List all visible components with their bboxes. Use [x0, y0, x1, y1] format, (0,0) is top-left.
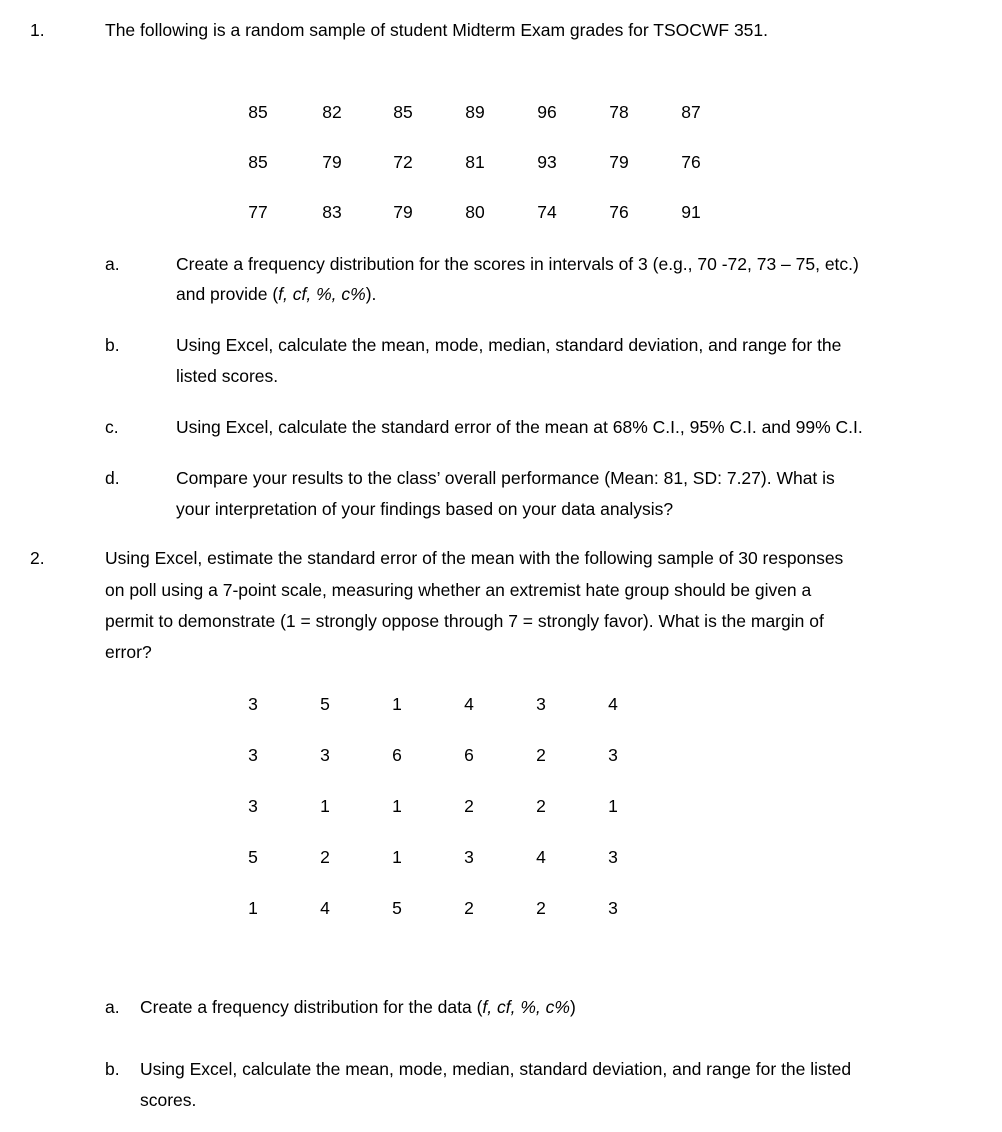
item-label: b. — [105, 1059, 120, 1079]
question-intro: The following is a random sample of student Midterm Exam grades for TSOCWF 351. — [105, 20, 769, 40]
item-label: a. — [105, 254, 120, 274]
table-cell: 89 — [465, 102, 485, 122]
table-cell: 1 — [392, 847, 402, 867]
item-text: Create a frequency distribution for the scores in intervals of 3 (e.g., 70 -72, 73 – 75, etc.) — [176, 254, 859, 274]
item-text: scores. — [140, 1090, 197, 1110]
question-number: 1. — [30, 20, 45, 40]
item-text: your interpretation of your findings based on your data analysis? — [176, 499, 674, 519]
table-cell: 79 — [393, 202, 413, 222]
question-text: on poll using a 7-point scale, measuring whether an extremist hate group should be given a — [105, 580, 812, 600]
item-text: listed scores. — [176, 366, 279, 386]
item-text: Using Excel, calculate the mean, mode, median, standard deviation, and range for the — [176, 335, 842, 355]
table-cell: 2 — [464, 796, 474, 816]
table-cell: 1 — [392, 694, 402, 714]
table-cell: 3 — [248, 745, 258, 765]
item-text: and provide (f, cf, %, c%). — [176, 284, 377, 304]
table-cell: 1 — [608, 796, 618, 816]
table-cell: 3 — [320, 745, 330, 765]
table-cell: 6 — [464, 745, 474, 765]
item-label: d. — [105, 468, 120, 488]
table-cell: 3 — [248, 694, 258, 714]
table-cell: 5 — [392, 898, 402, 918]
table-cell: 4 — [464, 694, 474, 714]
table-cell: 82 — [322, 102, 342, 122]
table-cell: 3 — [536, 694, 546, 714]
table-cell: 4 — [608, 694, 618, 714]
table-cell: 3 — [464, 847, 474, 867]
table-cell: 72 — [393, 152, 413, 172]
table-cell: 76 — [681, 152, 701, 172]
question-text: error? — [105, 642, 152, 662]
table-cell: 93 — [537, 152, 557, 172]
table-cell: 83 — [322, 202, 342, 222]
table-cell: 85 — [248, 152, 268, 172]
table-cell: 78 — [609, 102, 629, 122]
table-cell: 96 — [537, 102, 557, 122]
item-text: Compare your results to the class’ overall performance (Mean: 81, SD: 7.27). What is — [176, 468, 835, 488]
table-cell: 4 — [536, 847, 546, 867]
table-cell: 85 — [393, 102, 413, 122]
table-cell: 2 — [320, 847, 330, 867]
table-cell: 2 — [536, 796, 546, 816]
table-cell: 2 — [536, 898, 546, 918]
item-label: b. — [105, 335, 120, 355]
table-cell: 5 — [320, 694, 330, 714]
table-cell: 1 — [392, 796, 402, 816]
question-text: Using Excel, estimate the standard error of the mean with the following sample of 30 responses — [105, 548, 844, 568]
table-cell: 3 — [608, 847, 618, 867]
item-text: Using Excel, calculate the standard error of the mean at 68% C.I., 95% C.I. and 99% C.I. — [176, 417, 863, 437]
table-cell: 87 — [681, 102, 701, 122]
item-label: c. — [105, 417, 119, 437]
table-cell: 6 — [392, 745, 402, 765]
table-cell: 2 — [464, 898, 474, 918]
table-cell: 85 — [248, 102, 268, 122]
table-cell: 1 — [248, 898, 258, 918]
table-cell: 3 — [248, 796, 258, 816]
item-text: Create a frequency distribution for the data (f, cf, %, c%) — [140, 997, 576, 1017]
table-cell: 2 — [536, 745, 546, 765]
table-cell: 81 — [465, 152, 485, 172]
table-cell: 1 — [320, 796, 330, 816]
table-cell: 3 — [608, 898, 618, 918]
question-text: permit to demonstrate (1 = strongly oppose through 7 = strongly favor). What is the margin of — [105, 611, 824, 631]
question-number: 2. — [30, 548, 45, 568]
table-cell: 91 — [681, 202, 701, 222]
table-cell: 74 — [537, 202, 557, 222]
table-cell: 80 — [465, 202, 485, 222]
table-cell: 79 — [609, 152, 629, 172]
item-label: a. — [105, 997, 120, 1017]
table-cell: 76 — [609, 202, 629, 222]
table-cell: 5 — [248, 847, 258, 867]
table-cell: 77 — [248, 202, 268, 222]
item-text: Using Excel, calculate the mean, mode, median, standard deviation, and range for the listed — [140, 1059, 852, 1079]
table-cell: 79 — [322, 152, 342, 172]
table-cell: 3 — [608, 745, 618, 765]
table-cell: 4 — [320, 898, 330, 918]
